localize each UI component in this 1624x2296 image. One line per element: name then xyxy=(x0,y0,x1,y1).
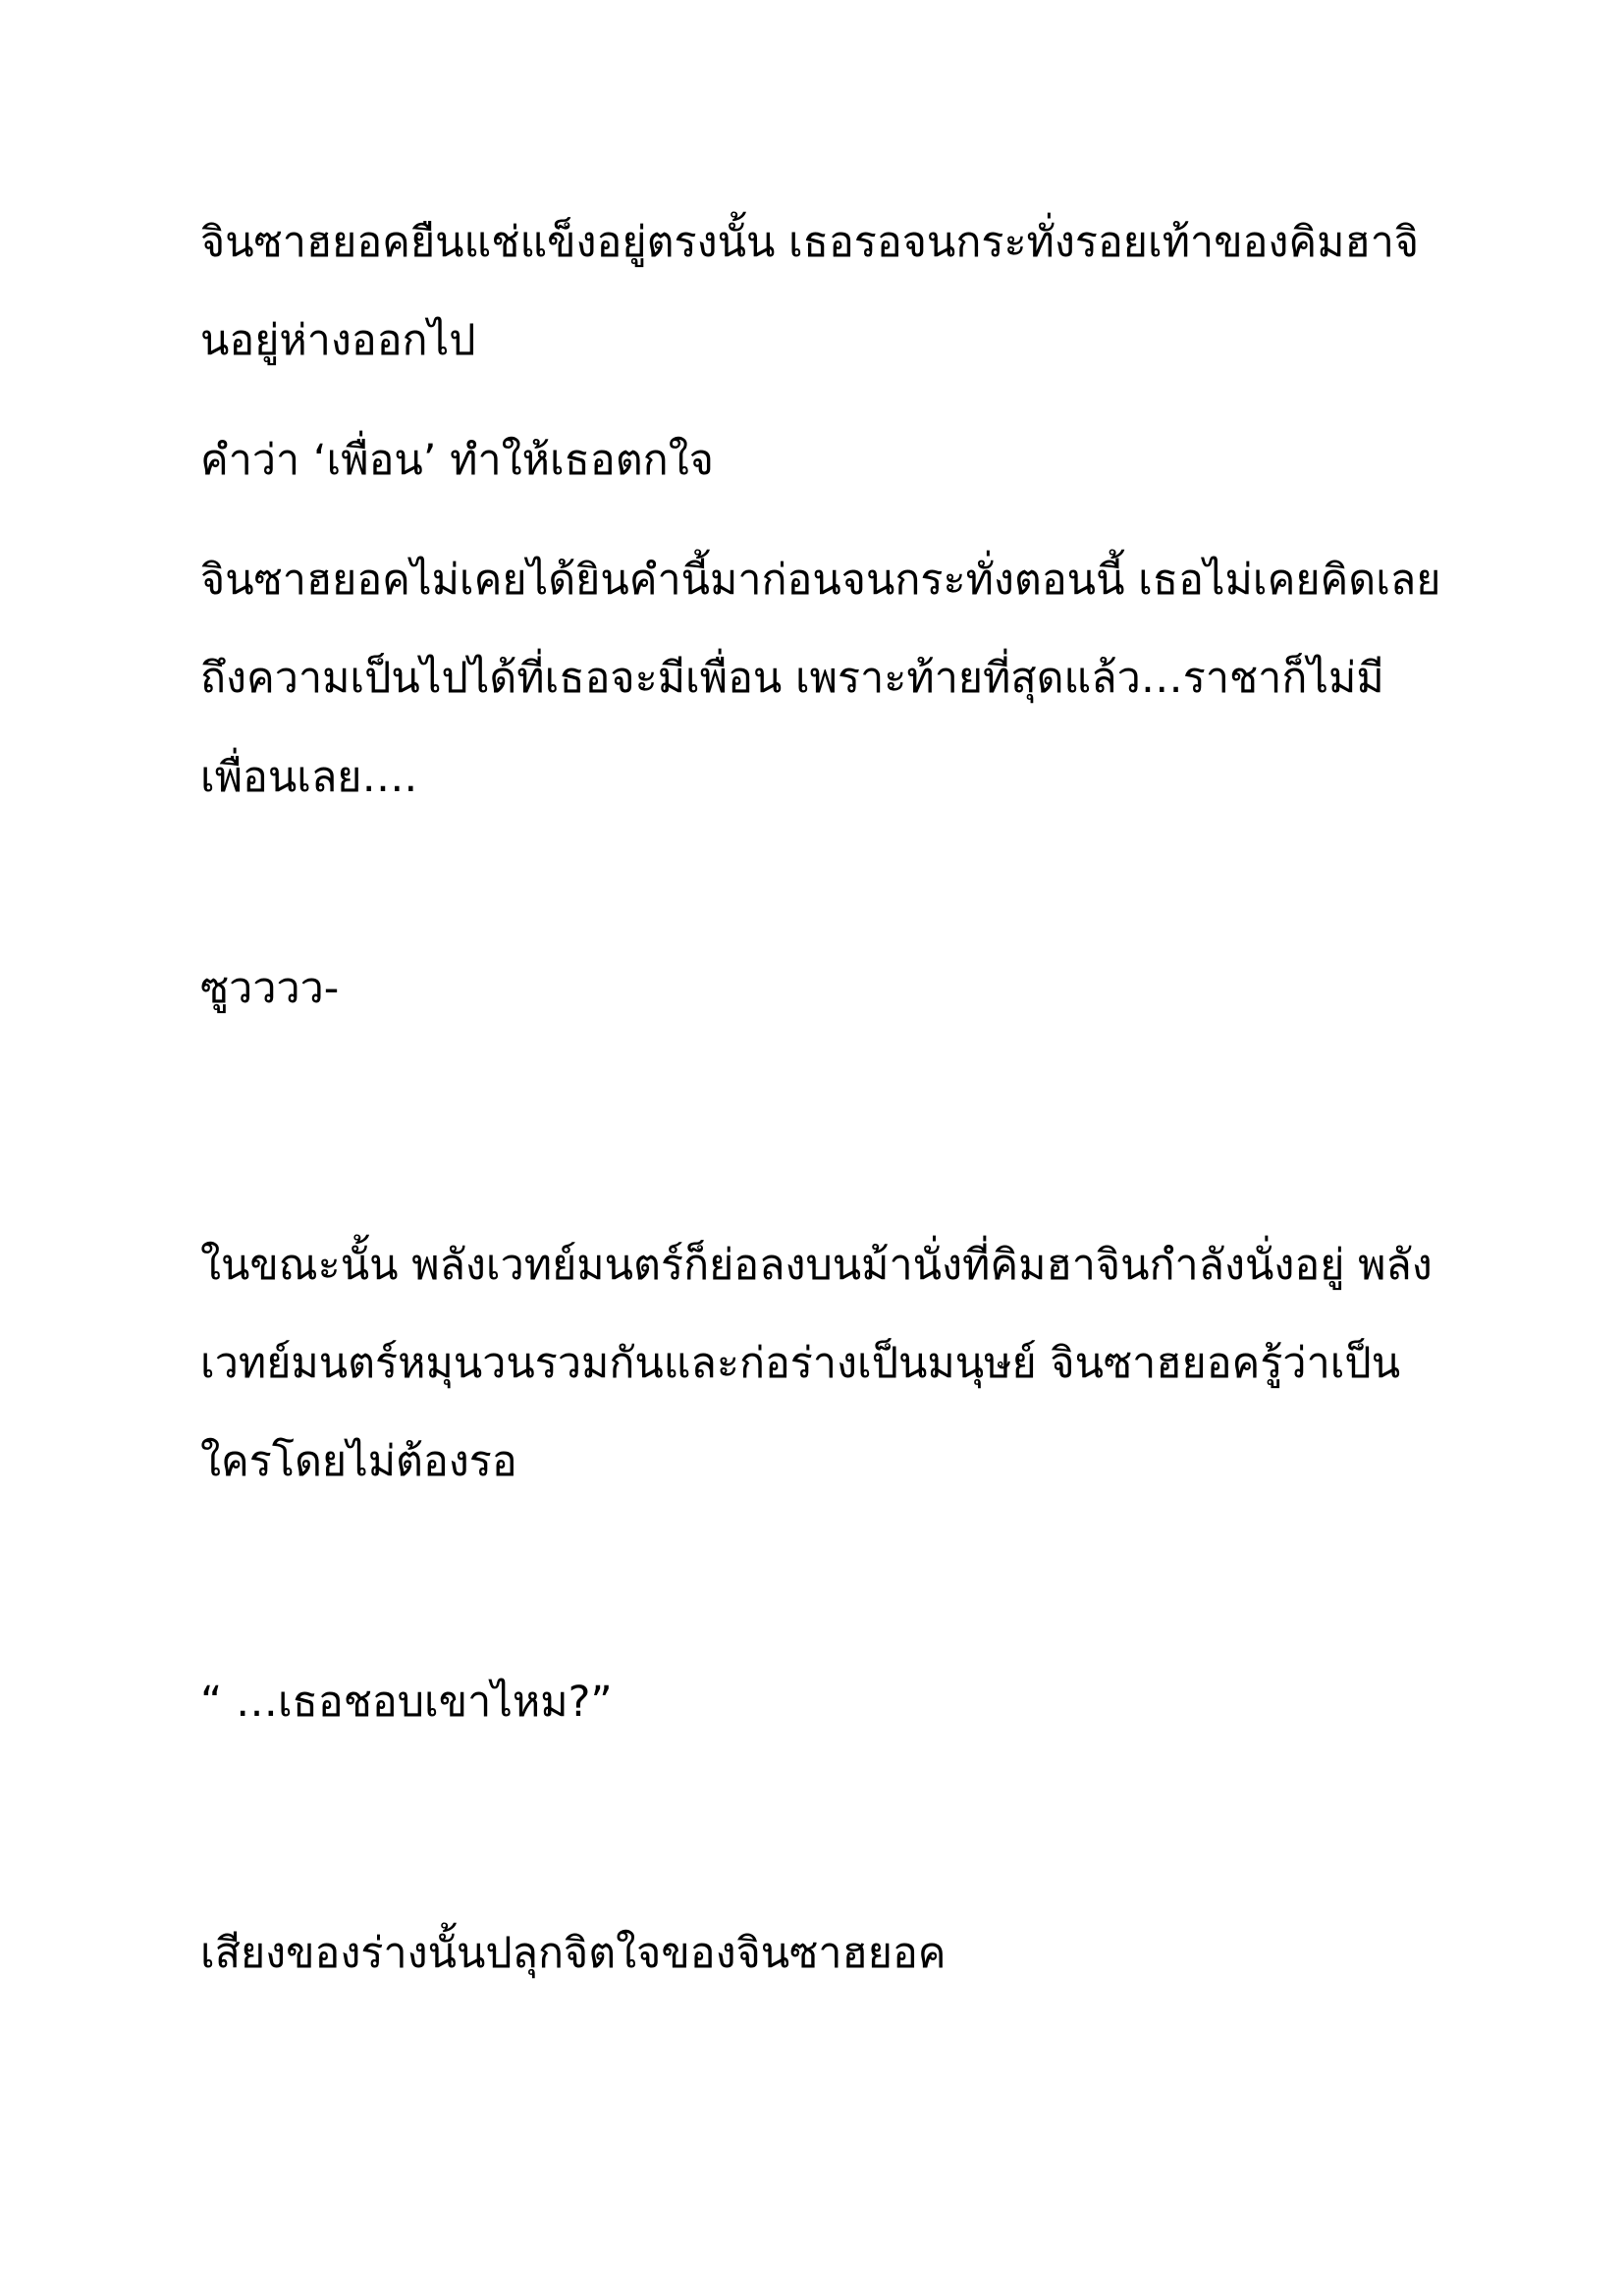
paragraph-line: ถึงความเป็นไปได้ที่เธอจะมีเพื่อน เพราะท้ายที่สุดแล้ว…ราชาก็ไม่มี xyxy=(200,654,1384,703)
paragraph-line: จินซาฮยอคไม่เคยได้ยินคำนี้มาก่อนจนกระทั่งตอนนี้ เธอไม่เคยคิดเลย xyxy=(200,556,1441,605)
paragraph-line: เพื่อนเลย…. xyxy=(200,753,418,802)
paragraph-line: “ …เธอชอบเขาไหม?” xyxy=(200,1678,613,1727)
paragraph-line: ในขณะนั้น พลังเวทย์มนตร์ก็ย่อลงบนม้านั่งที่คิมฮาจินกำลังนั่งอยู่ พลัง xyxy=(200,1241,1433,1290)
paragraph-line: ใครโดยไม่ต้องรอ xyxy=(200,1437,517,1486)
paragraph-line: ซูวววว- xyxy=(200,964,340,1013)
paragraph-line: จินซาฮยอคยืนแช่แข็งอยู่ตรงนั้น เธอรอจนกระทั่งรอยเท้าของคิมฮาจิ xyxy=(200,218,1420,267)
paragraph-line: คำว่า ‘เพื่อน’ ทำให้เธอตกใจ xyxy=(200,436,714,485)
paragraph-line: เวทย์มนตร์หมุนวนรวมกันและก่อร่างเป็นมนุษย์ จินซาฮยอครู้ว่าเป็น xyxy=(200,1339,1401,1388)
paragraph-line: เสียงของร่างนั้นปลุกจิตใจของจินซาฮยอค xyxy=(200,1929,947,1978)
paragraph-line: นอยู่ห่างออกไป xyxy=(200,316,476,365)
